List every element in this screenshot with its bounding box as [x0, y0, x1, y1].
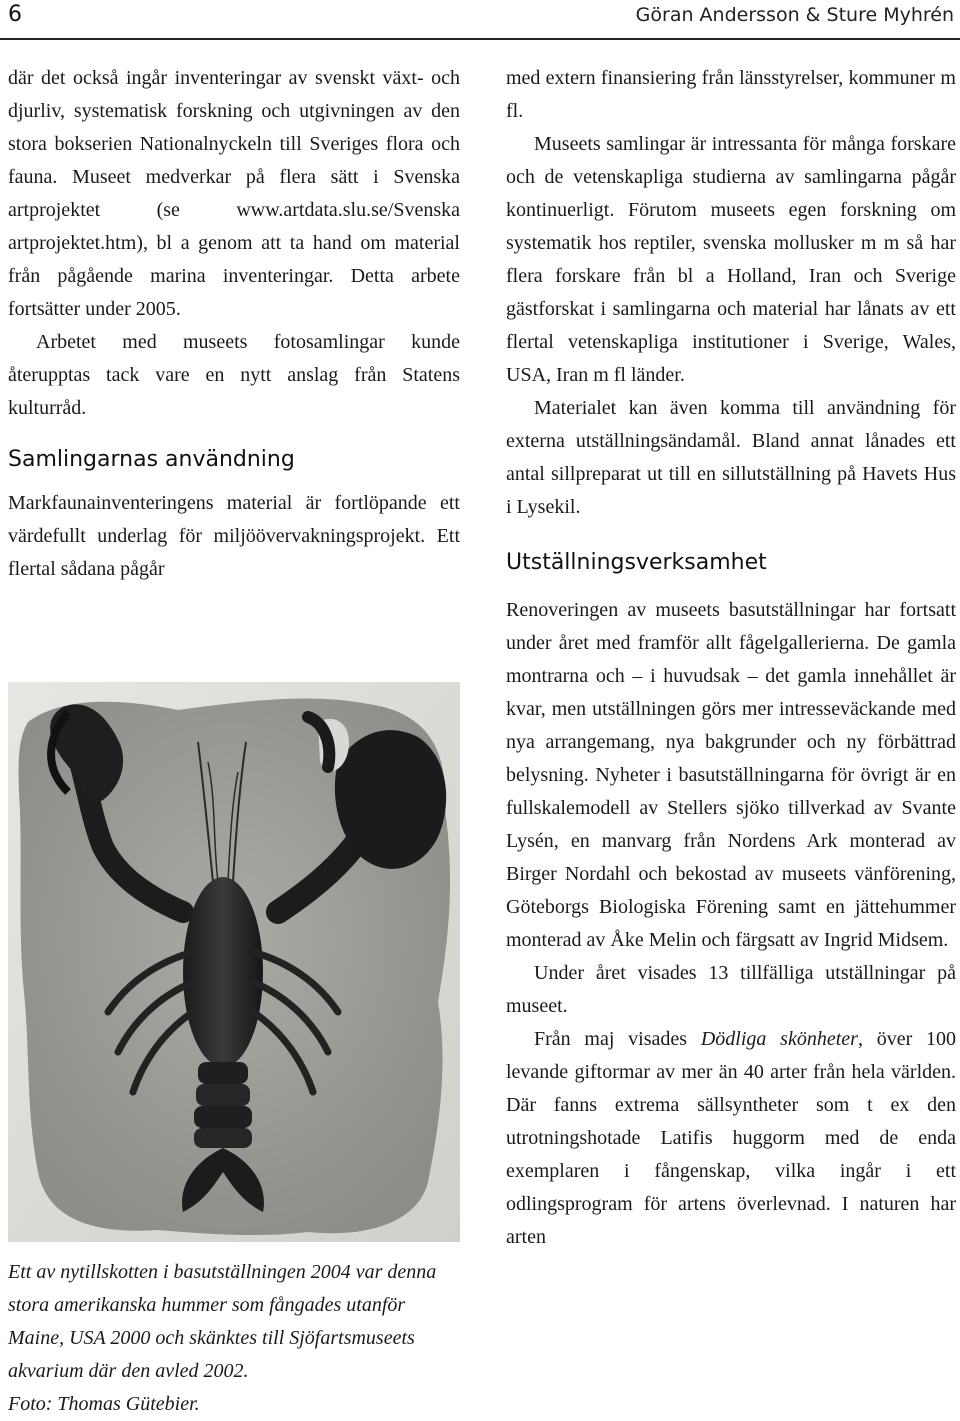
header-rule: [0, 38, 960, 40]
body-paragraph: Arbetet med museets fotosamlingar kunde återupptas tack vare en nytt anslag från Statens kulturråd.: [8, 331, 460, 419]
section-heading: Utställningsverksamhet: [506, 550, 767, 575]
page-header: [0, 0, 960, 44]
lobster-photo: [8, 682, 460, 1242]
page-number: 6: [8, 2, 22, 27]
body-paragraph: [506, 1023, 956, 1254]
para-text: , över 100 levande giftormar av mer än 40 arter från hela världen. Där fanns extrema sällsyntheter som t ex den utrotningshotade Latifis huggorm med de enda exemplaren i fångenskap, vilka ingår i ett odlingsprogram för artens överlevnad. I naturen har arten: [506, 1028, 957, 1248]
photo-credit: Foto: Thomas Gütebier.: [8, 1393, 200, 1415]
figure-caption: [8, 1256, 460, 1421]
exhibition-title: Dödliga skönheter: [700, 1028, 858, 1050]
right-column: [506, 62, 956, 1254]
caption-text: Ett av nytillskotten i basutställningen 2004 var denna stora amerikanska hummer som fångades utanför Maine, USA 2000 och skänktes till Sjöfartsmuseets akvarium där den avled 2002.: [8, 1261, 437, 1382]
body-paragraph: med extern finansiering från länsstyrelser, kommuner m fl.: [506, 67, 956, 122]
body-paragraph: Materialet kan även komma till användning för externa utställningsändamål. Bland annat lånades ett antal sillpreparat ut till en sillutställning på Havets Hus i Lysekil.: [506, 397, 956, 518]
running-head-authors: Göran Andersson & Sture Myhrén: [635, 4, 954, 26]
left-column: [8, 62, 460, 586]
para-text: Från maj visades: [534, 1028, 701, 1050]
lobster-illustration: [8, 682, 460, 1242]
section-heading: Samlingarnas användning: [8, 447, 295, 472]
body-paragraph: Museets samlingar är intressanta för många forskare och de vetenskapliga studierna av samlingarna pågår kontinuerligt. Förutom museets egen forskning om systematik hos reptiler, svenska mollusker m m så har flera forskare från bl a Holland, Iran och Sverige gästforskat i samlingarna och material har lånats av ett flertal vetenskapliga institutioner i Sverige, Wales, USA, Iran m fl länder.: [506, 133, 956, 386]
body-paragraph: Renoveringen av museets basutställningar har fortsatt under året med framför allt fågelgallerierna. De gamla montrarna och – i huvudsak – det gamla innehållet är kvar, men utställningen görs mer intresseväckande med nya arrangemang, nya bakgrunder och ny förbättrad belysning. Nyheter i basutställningarna för övrigt är en fullskalemodell av Stellers sjöko tillverkad av Svante Lysén, en manvarg från Nordens Ark monterad av Birger Nordahl och bekostad av museets vänförening, Göteborgs Biologiska Förening samt en jättehummer monterad av Åke Melin och färgsatt av Ingrid Midsem.: [506, 599, 956, 951]
body-paragraph: där det också ingår inventeringar av svenskt växt- och djurliv, systematisk forskning och utgivningen av den stora bokserien Nationalnyckeln till Sveriges flora och fauna. Museet medverkar på flera sätt i Svenska artprojektet (se www.artdata.slu.se/Svenska artprojektet.htm), bl a genom att ta hand om material från pågående marina inventeringar. Detta arbete fortsätter under 2005.: [8, 67, 460, 320]
body-paragraph: Markfaunainventeringens material är fortlöpande ett värdefullt underlag för miljöövervakningsprojekt. Ett flertal sådana pågår: [8, 492, 460, 580]
body-paragraph: Under året visades 13 tillfälliga utställningar på museet.: [506, 962, 956, 1017]
